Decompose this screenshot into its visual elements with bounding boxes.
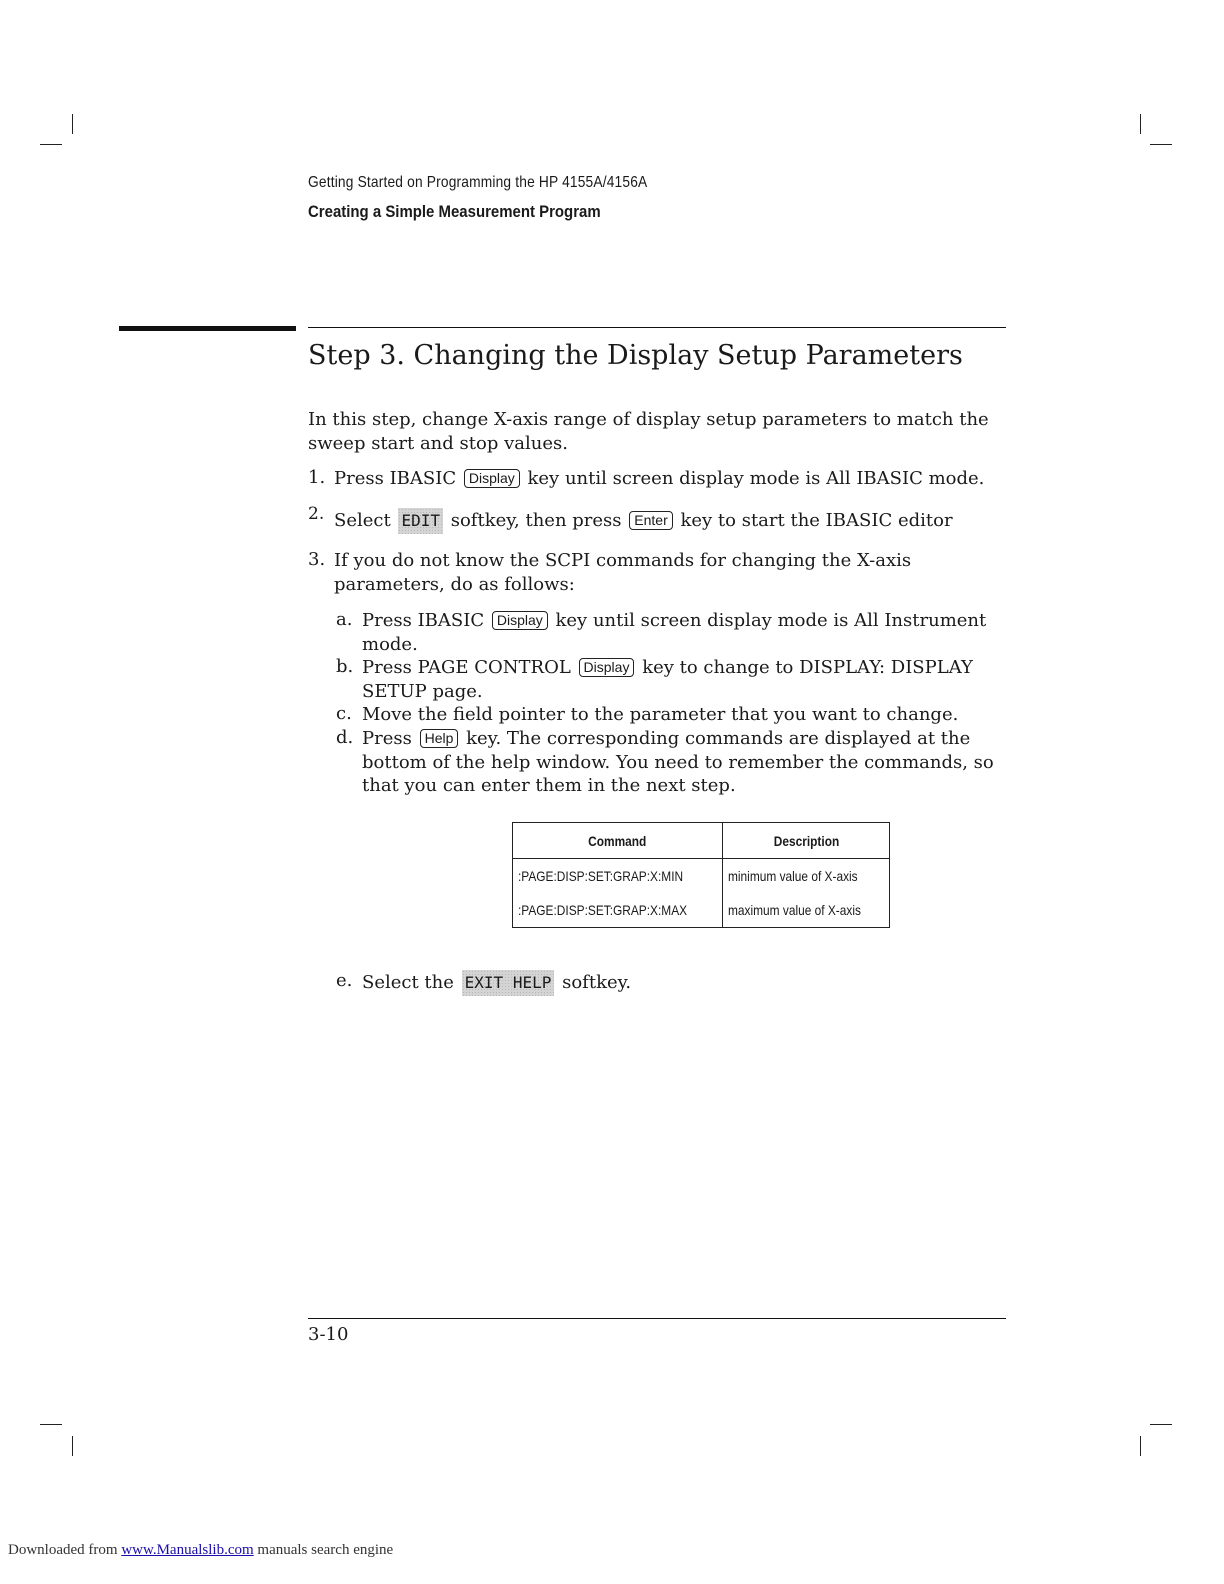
substep-d xyxy=(362,727,1002,798)
step-text: key until screen display mode is All Instrument mode. xyxy=(362,610,987,655)
substep-b xyxy=(362,656,1002,703)
step-number: 1. xyxy=(308,467,326,488)
table-header: Description xyxy=(722,823,889,859)
table-row xyxy=(513,893,890,928)
display-key: Display xyxy=(464,469,520,488)
crop-mark xyxy=(1140,1436,1141,1456)
table-header: Command xyxy=(513,823,723,859)
chapter-header: Getting Started on Programming the HP 4155A/4156A xyxy=(308,174,648,191)
title-rule xyxy=(308,327,1006,328)
section-header: Creating a Simple Measurement Program xyxy=(308,202,601,221)
help-key: Help xyxy=(420,729,459,748)
substep-e xyxy=(362,970,1002,996)
step-text: Select the xyxy=(362,972,454,993)
display-key: Display xyxy=(579,658,635,677)
step-text: Press PAGE CONTROL xyxy=(362,657,571,678)
substep-letter: e. xyxy=(336,970,353,991)
substep-letter: a. xyxy=(336,609,353,630)
page-title: Step 3. Changing the Display Setup Parameters xyxy=(308,340,963,371)
crop-mark xyxy=(72,114,73,134)
intro-paragraph: In this step, change X-axis range of display setup parameters to match the sweep start and stop values. xyxy=(308,409,989,454)
table-cell: :PAGE:DISP:SET:GRAP:X:MIN xyxy=(513,859,723,894)
footer-rule xyxy=(308,1318,1006,1319)
step-text: key. The corresponding commands are displayed at the bottom of the help window. You need to remember the commands, so that you can enter them in the next step. xyxy=(362,728,994,796)
download-footer xyxy=(8,1542,393,1559)
substep-letter: d. xyxy=(336,727,354,748)
table-cell: minimum value of X-axis xyxy=(722,859,889,894)
step-text: key to start the IBASIC editor xyxy=(680,510,953,531)
step-1 xyxy=(334,467,1014,491)
page-number: 3-10 xyxy=(308,1324,349,1345)
step-number: 3. xyxy=(308,549,326,570)
step-text: Press IBASIC xyxy=(362,610,485,631)
crop-mark xyxy=(40,1424,62,1425)
step-text: key until screen display mode is All IBASIC mode. xyxy=(527,468,985,489)
command-table xyxy=(512,822,890,928)
step-text: Select xyxy=(334,510,391,531)
table-cell: maximum value of X-axis xyxy=(722,893,889,928)
crop-mark xyxy=(1140,114,1141,134)
substep-letter: c. xyxy=(336,703,352,724)
crop-mark xyxy=(1150,1424,1172,1425)
substep-letter: b. xyxy=(336,656,354,677)
step-number: 2. xyxy=(308,504,325,524)
step-text: Press IBASIC xyxy=(334,468,457,489)
crop-mark xyxy=(1150,144,1172,145)
step-text: softkey, then press xyxy=(450,510,622,531)
table-row xyxy=(513,859,890,894)
crop-mark xyxy=(72,1436,73,1456)
crop-mark xyxy=(40,144,62,145)
edit-softkey: EDIT xyxy=(398,508,443,534)
step-text: key to change to DISPLAY: DISPLAY SETUP page. xyxy=(362,657,973,702)
substep-c: Move the field pointer to the parameter that you want to change. xyxy=(362,704,959,725)
table-cell: :PAGE:DISP:SET:GRAP:X:MAX xyxy=(513,893,723,928)
step-text: Press xyxy=(362,728,412,749)
display-key: Display xyxy=(492,611,548,630)
step-text: softkey. xyxy=(562,972,632,993)
substep-a xyxy=(362,609,1002,656)
enter-key: Enter xyxy=(629,511,672,530)
download-text: manuals search engine xyxy=(257,1542,394,1558)
exit-help-softkey: EXIT HELP xyxy=(462,970,555,996)
section-marker-rule xyxy=(119,326,296,331)
step-2 xyxy=(334,508,1014,534)
step-3: If you do not know the SCPI commands for changing the X-axis parameters, do as follows: xyxy=(334,550,912,595)
download-text: Downloaded from xyxy=(8,1542,118,1558)
manualslib-link[interactable]: www.Manualslib.com xyxy=(121,1542,254,1558)
